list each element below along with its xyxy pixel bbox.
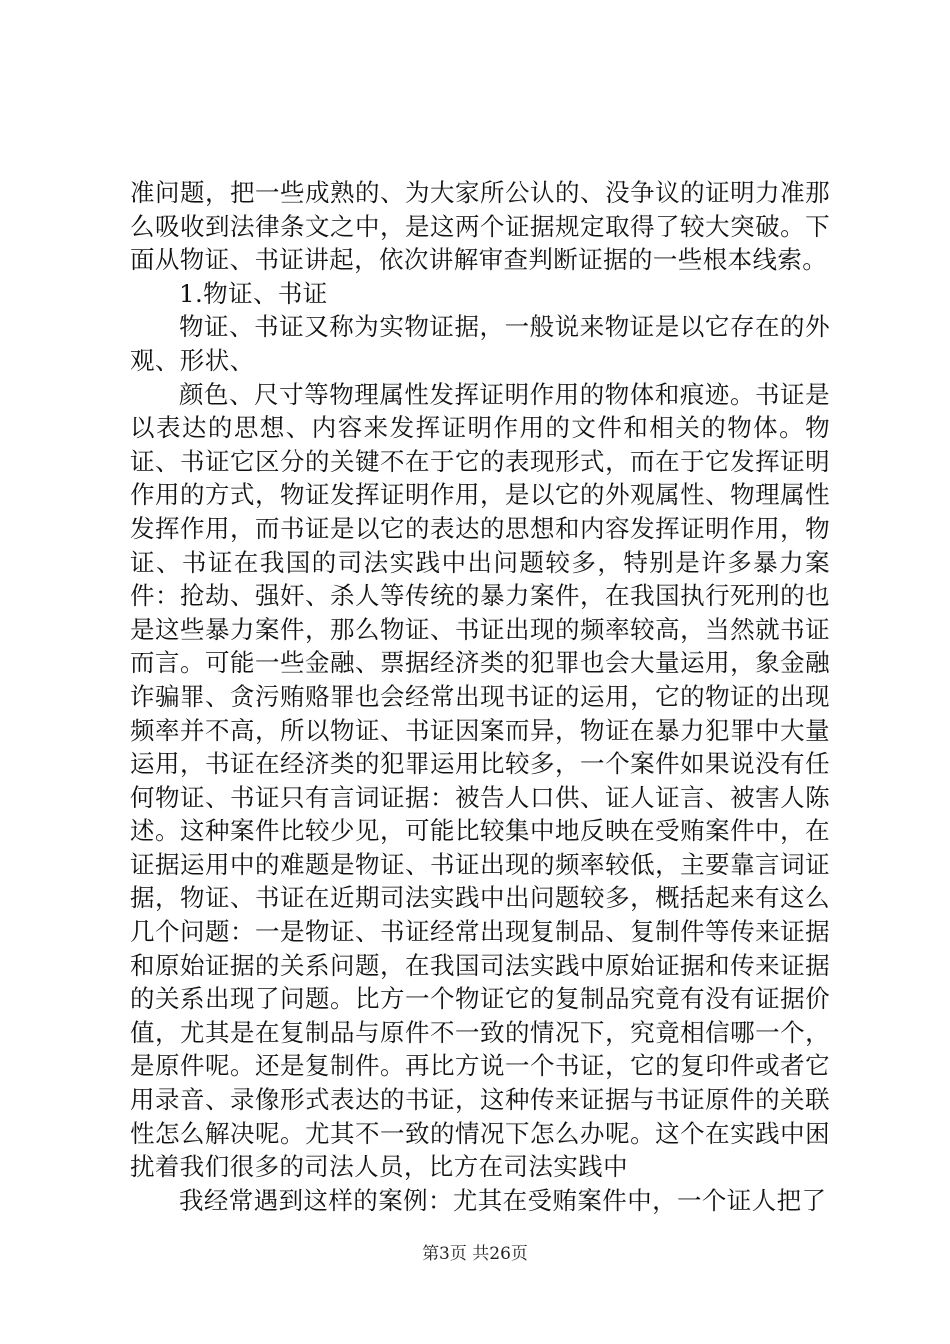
section-heading-physical-documentary-evidence: 1.物证、书证 — [179, 278, 328, 308]
paragraph-continuation: 准问题，把一些成熟的、为大家所公认的、没争议的证明力准那么吸收到法律条文之中，是这两个证据规定取得了较大突破。下面从物证、书证讲起，依次讲解审查判断证据的一些根本线索。 — [130, 178, 830, 275]
paragraph-case-example: 我经常遇到这样的案例：尤其在受贿案件中，一个证人把了 — [179, 1185, 827, 1215]
paragraph-definition-intro: 物证、书证又称为实物证据，一般说来物证是以它存在的外观、形状、 — [130, 312, 830, 375]
document-body — [130, 176, 830, 1217]
paragraph-main-discussion: 颜色、尺寸等物理属性发挥证明作用的物体和痕迹。书证是以表达的思想、内容来发挥证明作用的文件和相关的物体。物证、书证它区分的关键不在于它的表现形式，而在于它发挥证明作用的方式，物证发挥证明作用，是以它的外观属性、物理属性发挥作用，而书证是以它的表达的思想和内容发挥证明作用，物证、书证在我国的司法实践中出问题较多，特别是许多暴力案件：抢劫、强奸、杀人等传统的暴力案件，在我国执行死刑的也是这些暴力案件，那么物证、书证出现的频率较高，当然就书证而言。可能一些金融、票据经济类的犯罪也会大量运用，象金融诈骗罪、贪污贿赂罪也会经常出现书证的运用，它的物证的出现频率并不高，所以物证、书证因案而异，物证在暴力犯罪中大量运用，书证在经济类的犯罪运用比较多，一个案件如果说没有任何物证、书证只有言词证据：被告人口供、证人证言、被害人陈述。这种案件比较少见，可能比较集中地反映在受贿案件中，在证据运用中的难题是物证、书证出现的频率较低，主要靠言词证据，物证、书证在近期司法实践中出问题较多，概括起来有这么几个问题：一是物证、书证经常出现复制品、复制件等传来证据和原始证据的关系问题，在我国司法实践中原始证据和传来证据的关系出现了问题。比方一个物证它的复制品究竟有没有证据价值，尤其是在复制品与原件不一致的情况下，究竟相信哪一个，是原件呢。还是复制件。再比方说一个书证，它的复印件或者它用录音、录像形式表达的书证，这种传来证据与书证原件的关联性怎么解决呢。尤其不一致的情况下怎么办呢。这个在实践中困扰着我们很多的司法人员，比方在司法实践中 — [130, 379, 830, 1182]
page-footer — [0, 1243, 950, 1265]
page-number: 第3页 共26页 — [422, 1244, 528, 1264]
